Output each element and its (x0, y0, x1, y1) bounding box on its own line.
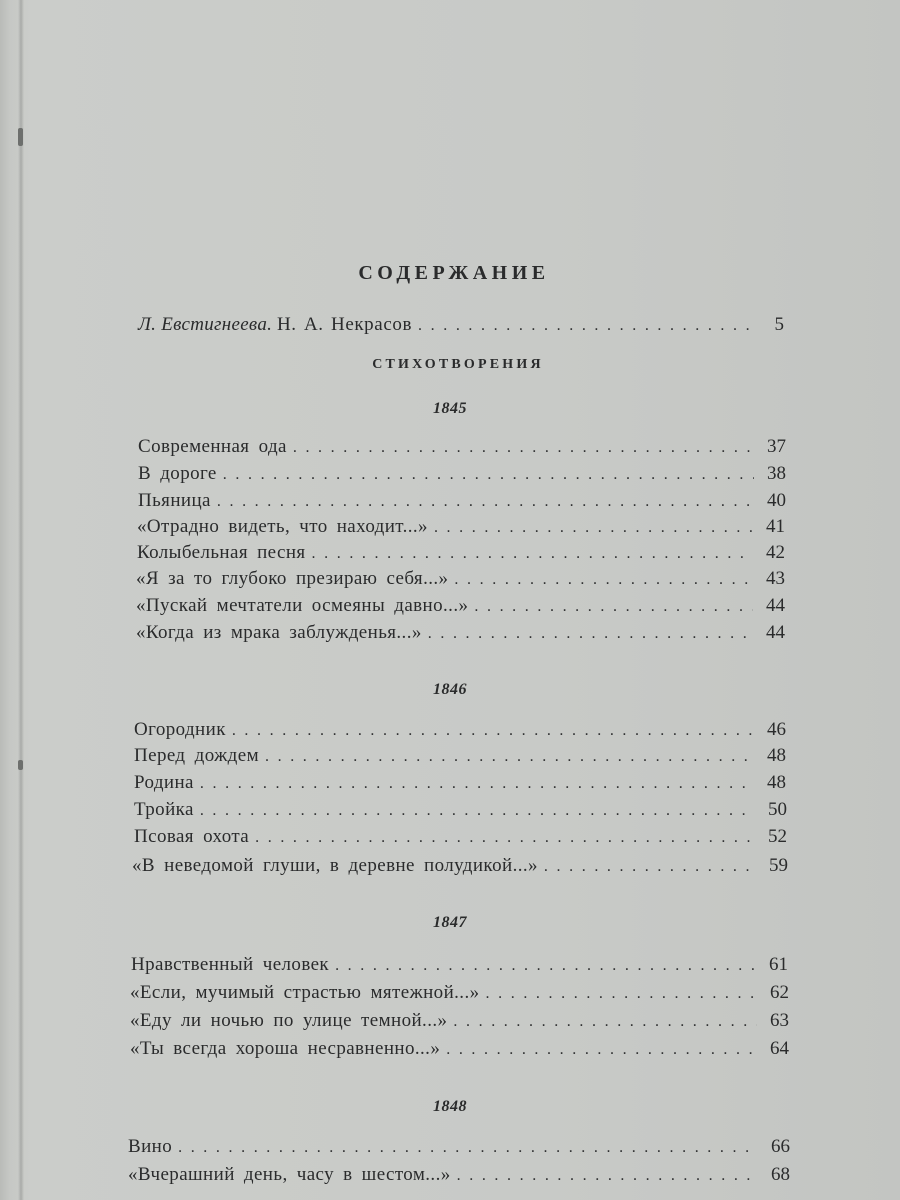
toc-entry-page: 50 (768, 799, 787, 820)
page-title: СОДЕРЖАНИЕ (358, 262, 550, 284)
toc-entry (136, 568, 785, 594)
year-heading-1846: 1846 (433, 681, 467, 698)
dot-leader (232, 722, 754, 740)
toc-entry-page: 59 (769, 855, 788, 876)
toc-entry (134, 826, 787, 852)
dot-leader (453, 1013, 757, 1031)
toc-entry-page: 66 (771, 1136, 790, 1157)
intro-text: Н. А. Некрасов (276, 314, 413, 335)
dot-leader (474, 598, 753, 616)
toc-entry-page: 37 (767, 436, 786, 457)
dot-leader (223, 466, 754, 484)
year-heading-1847: 1847 (433, 914, 467, 931)
toc-entry-page: 52 (768, 826, 787, 847)
toc-entry-title: Родина (134, 772, 194, 793)
toc-entry-page: 63 (770, 1010, 789, 1031)
toc-entry-title: Колыбельная песня (137, 542, 306, 563)
toc-entry-title: «Ты всегда хороша несравненно...» (130, 1038, 441, 1059)
dot-leader (454, 571, 753, 589)
toc-entry-page: 44 (766, 595, 785, 616)
dot-leader (457, 1167, 758, 1185)
dot-leader (178, 1139, 758, 1157)
dot-leader (428, 625, 753, 643)
toc-entry-title: «Пускай мечтатели осмеяны давно...» (136, 595, 469, 616)
year-heading-1845: 1845 (433, 400, 467, 417)
dot-leader (200, 802, 755, 820)
toc-entry (138, 463, 786, 489)
toc-entry-title: «Когда из мрака заблужденья...» (136, 622, 422, 643)
toc-entry (131, 954, 788, 980)
toc-entry (136, 595, 785, 621)
toc-entry (134, 745, 786, 771)
dot-leader (486, 985, 757, 1003)
toc-entry-title: В дороге (138, 463, 217, 484)
dot-leader (446, 1041, 757, 1059)
toc-entry-title: Перед дождем (134, 745, 259, 766)
toc-entry-page: 46 (767, 719, 786, 740)
toc-entry (130, 982, 789, 1008)
toc-entry (130, 1038, 789, 1064)
toc-entry (128, 1136, 790, 1162)
toc-entry-title: «Еду ли ночью по улице темной...» (130, 1010, 448, 1031)
toc-entry-page: 38 (767, 463, 786, 484)
intro-author: Л. Евстигнеева. (138, 314, 273, 335)
toc-entry-page: 68 (771, 1164, 790, 1185)
toc-entry-page: 43 (766, 568, 785, 589)
toc-entry-title: Пьяница (138, 490, 211, 511)
toc-entry-title: «Я за то глубоко презираю себя...» (136, 568, 449, 589)
toc-entry (136, 622, 785, 648)
intro-page-number: 5 (774, 314, 784, 335)
toc-entry-title: Современная ода (138, 436, 287, 457)
toc-entry-page: 62 (770, 982, 789, 1003)
toc-entry (132, 855, 788, 881)
page-fold-shadow (18, 0, 24, 1200)
section-title: СТИХОТВОРЕНИЯ (372, 357, 544, 372)
toc-entry-title: «Отрадно видеть, что находит...» (137, 516, 428, 537)
year-heading-1848: 1848 (433, 1098, 467, 1115)
toc-entry-page: 48 (767, 772, 786, 793)
toc-entry-page: 40 (767, 490, 786, 511)
fold-mark (18, 128, 23, 146)
fold-mark (18, 760, 23, 770)
dot-leader (255, 829, 755, 847)
toc-entry-title: Тройка (134, 799, 194, 820)
dot-leader (200, 775, 754, 793)
toc-entry-title: «Если, мучимый страстью мятежной...» (130, 982, 480, 1003)
toc-entry-title: Нравственный человек (131, 954, 330, 975)
toc-entry (134, 772, 786, 798)
toc-entry-page: 44 (766, 622, 785, 643)
toc-entry-title: Огородник (134, 719, 226, 740)
dot-leader (312, 545, 753, 563)
dot-leader (434, 519, 753, 537)
dot-leader (418, 317, 752, 335)
toc-entry-title: Псовая охота (134, 826, 250, 847)
toc-entry-page: 48 (767, 745, 786, 766)
toc-entry (134, 799, 787, 825)
dot-leader (335, 957, 756, 975)
intro-entry (138, 314, 784, 340)
toc-entry-title: Вино (128, 1136, 173, 1157)
toc-entry (128, 1164, 790, 1190)
toc-entry (134, 719, 786, 745)
intro-entry-label (138, 314, 412, 336)
toc-entry-page: 41 (766, 516, 785, 537)
toc-entry (137, 516, 785, 542)
toc-entry-title: «Вчерашний день, часу в шестом...» (128, 1164, 451, 1185)
toc-entry-title: «В неведомой глуши, в деревне полудикой...» (132, 855, 538, 876)
dot-leader (265, 748, 754, 766)
toc-entry (138, 436, 786, 462)
toc-entry-page: 61 (769, 954, 788, 975)
dot-leader (217, 493, 754, 511)
toc-entry (137, 542, 785, 568)
dot-leader (544, 858, 756, 876)
toc-entry-page: 64 (770, 1038, 789, 1059)
toc-entry-page: 42 (766, 542, 785, 563)
dot-leader (293, 439, 754, 457)
toc-entry (138, 490, 786, 516)
toc-entry (130, 1010, 789, 1036)
